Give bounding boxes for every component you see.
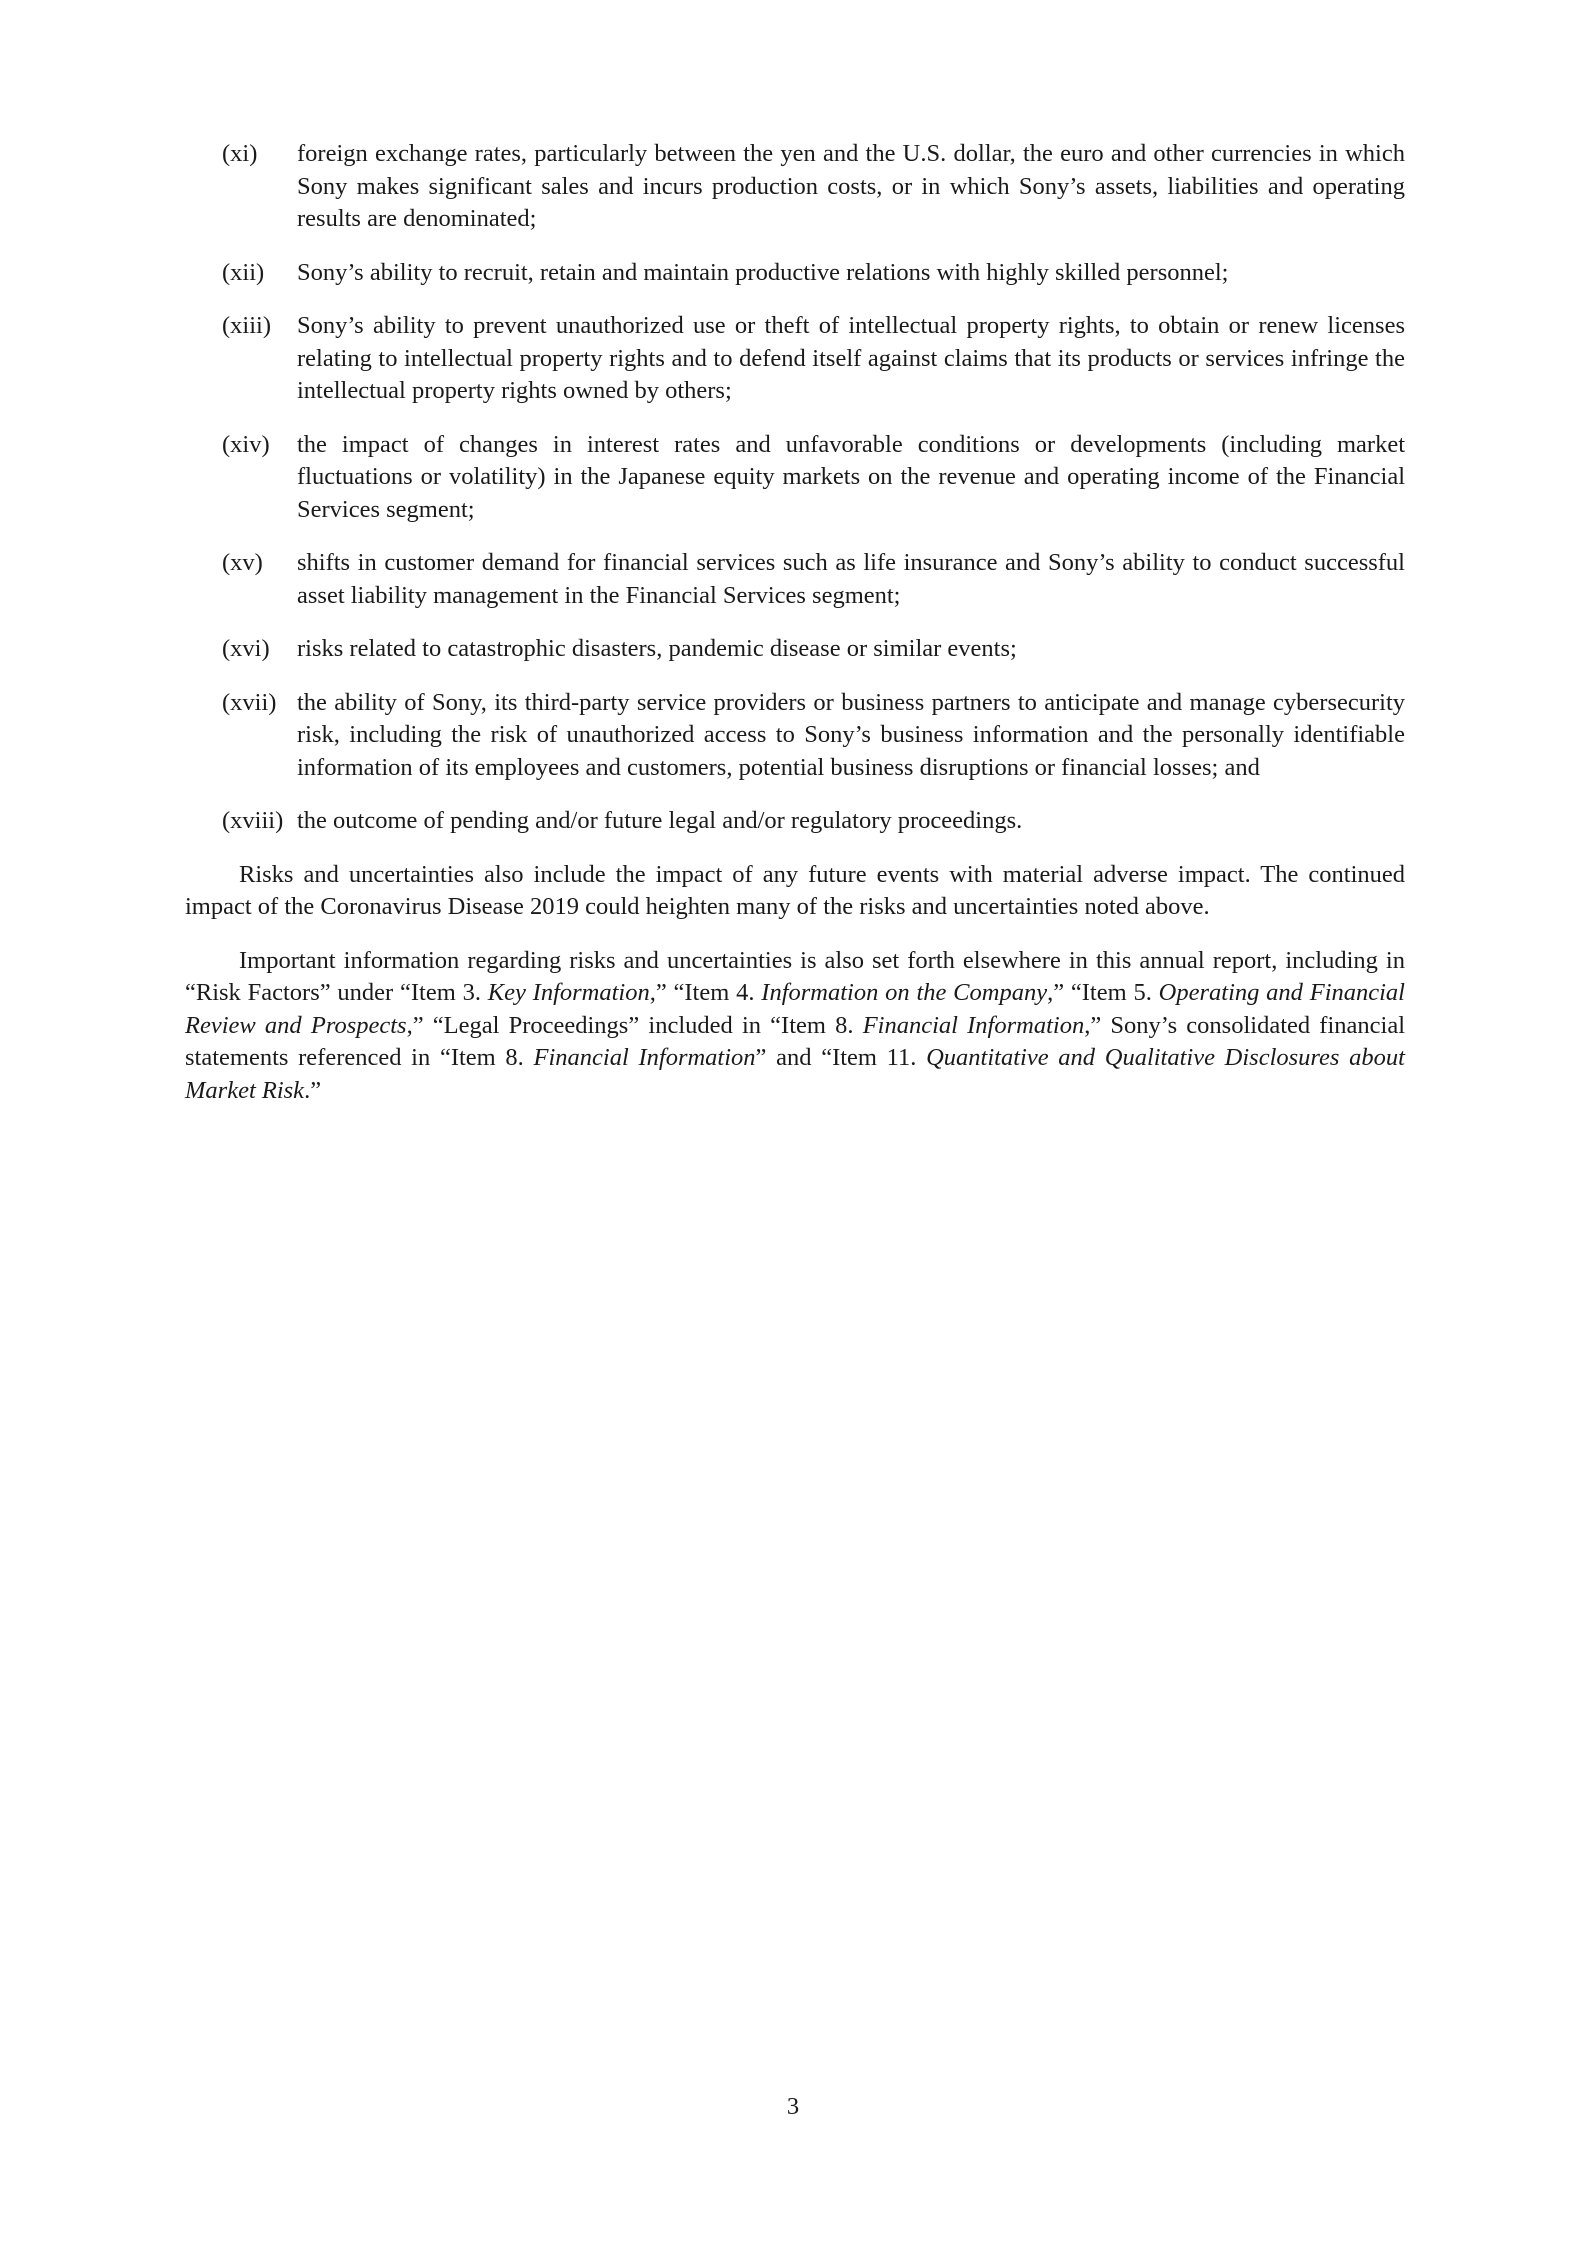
page-number: 3 [786,2093,800,2120]
paragraph-text: ,” “Item 4. [649,979,762,1006]
risk-item-number: (xi) [222,140,258,167]
paragraph-text: Important information regarding risks and uncertainties is also set forth elsewhere in this annual report, including in “Risk Factors” under “Item 3. [185,946,1405,1006]
page-content [185,138,1405,1107]
risk-item-text: the impact of changes in interest rates and unfavorable conditions or developments (including market fluctuations or volatility) in the Japanese equity markets on the revenue and operating income of the Financial Services segment; [297,430,1405,523]
item-11-title: Quantitative and Qualitative Disclosures about Market Risk [185,1044,1405,1104]
risk-factor-list [185,138,1405,838]
risk-item-number: (xiii) [222,312,271,339]
risk-item-number: (xviii) [222,807,284,834]
risk-item [185,687,1405,785]
risk-item [185,310,1405,408]
item-5-title: Operating and Financial Review and Prospects [185,979,1405,1039]
paragraph-text: ” and “Item 11. [755,1044,927,1071]
risk-item [185,805,1405,838]
item-4-title: Information on the Company [761,979,1048,1006]
item-8-title: Financial Information [533,1044,756,1071]
item-8-title: Financial Information [862,1011,1085,1039]
paragraph-text: ,” “Item 5. [1047,979,1159,1006]
item-3-title: Key Information [487,979,650,1006]
risk-item-text: Sony’s ability to recruit, retain and maintain productive relations with highly skilled personnel; [297,258,1229,286]
paragraph-text: .” [304,1076,322,1104]
risk-item-text: foreign exchange rates, particularly between the yen and the U.S. dollar, the euro and other currencies in which Sony makes significant sales and incurs production costs, or in which Sony’s assets, liabilities and operating results are denominated; [297,140,1405,232]
paragraph-text: ,” Sony’s consolidated financial statements referenced in “Item 8. [185,1011,1406,1071]
risk-item-number: (xv) [222,549,263,576]
risk-item [185,257,1405,290]
risk-item [185,633,1405,666]
risk-item [185,429,1405,527]
risk-item-number: (xiv) [222,430,270,458]
risk-item-number: (xvii) [222,688,277,716]
risk-item [185,547,1405,612]
paragraph-text: ,” “Legal Proceedings” included in “Item 8. [406,1011,863,1039]
risk-item [185,138,1405,236]
risk-item-text: risks related to catastrophic disasters, pandemic disease or similar events; [297,635,1017,662]
risk-item-text: the outcome of pending and/or future legal and/or regulatory proceedings. [297,807,1023,834]
risks-uncertainties-paragraph: Risks and uncertainties also include the impact of any future events with material adverse impact. The continued impact of the Coronavirus Disease 2019 could heighten many of the risks and uncertainties noted above. [185,860,1405,920]
risk-item-text: the ability of Sony, its third-party service providers or business partners to anticipate and manage cybersecurity risk, including the risk of unauthorized access to Sony’s business information and the personally identifiable information of its employees and customers, potential business disruptions or financial losses; and [297,688,1405,781]
risk-item-text: Sony’s ability to prevent unauthorized use or theft of intellectual property rights, to obtain or renew licenses relating to intellectual property rights and to defend itself against claims that its products or services infringe the intellectual property rights owned by others; [297,312,1405,404]
risk-item-number: (xvi) [222,635,270,662]
risk-item-text: shifts in customer demand for financial services such as life insurance and Sony’s ability to conduct successful asset liability management in the Financial Services segment; [297,549,1405,609]
risk-item-number: (xii) [222,258,265,286]
important-information-paragraph [185,945,1405,1108]
